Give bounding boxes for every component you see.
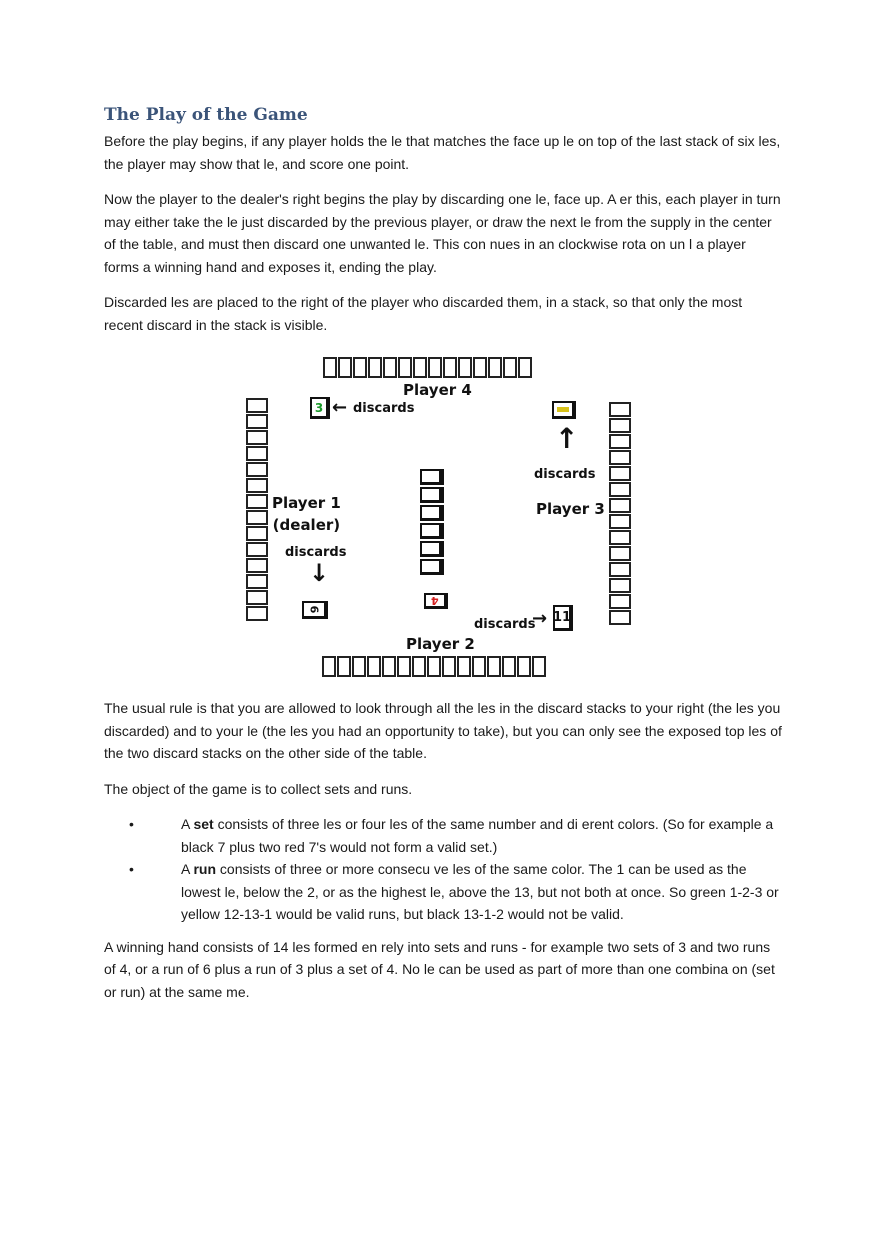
player2-label: Player 2: [406, 635, 475, 653]
table-layout-diagram: [104, 349, 784, 683]
player4-hand: [323, 357, 533, 378]
paragraph-discards: Discarded les are placed to the right of the player who discarded them, in a stack, so that only the most recent discard in the stack is visible.: [104, 294, 743, 333]
player1-hand: [246, 398, 268, 622]
down-arrow-icon: ↓: [309, 559, 330, 587]
player2-discards-label: discards: [474, 617, 536, 632]
list-item-run: • A run consists of three or more consecu ve les of the same color. The 1 can be used as the lowest le, below the 2, or as the highest le, above the 13, but not both at once. So green 1-2-3 or yellow 12-13-1 would be valid runs, but black 13-1-2 would not be valid.: [104, 858, 784, 926]
supply-top-tile: [424, 593, 448, 609]
set-term: set: [193, 816, 214, 832]
section-heading: The Play of the Game: [104, 105, 308, 125]
paragraph-winning-hand: A winning hand consists of 14 les formed en rely into sets and runs - for example two sets of 3 and two runs of 4, or a run of 6 plus a run of 3 plus a set of 4. No le can be used as part of more than one combina on (set or run) at the same me.: [104, 938, 775, 1000]
player1-name: Player 1: [272, 494, 341, 512]
list-item-set: • A set consists of three les or four les of the same number and di erent colors. (So for example a black 7 plus two red 7's would not form a valid set.): [104, 813, 784, 858]
rules-list: [104, 813, 784, 926]
player2-discard-tile: [553, 605, 573, 631]
run-term: run: [193, 861, 217, 877]
document-page: [104, 104, 784, 1016]
paragraph-play-order: Now the player to the dealer's right begins the play by discarding one le, face up. A er this, each player in turn may either take the le just discarded by the previous player, or draw the next le from the supply in the center of the table, and must then discard one unwanted le. This con nues in an clockwise rota on un l a player forms a winning hand and exposes it, ending the play.: [104, 191, 781, 275]
player3-discard-tile: [552, 401, 576, 419]
player1-label: [272, 492, 341, 536]
left-arrow-icon: ←: [332, 397, 348, 418]
player4-label: Player 4: [403, 381, 472, 399]
player2-hand: [322, 656, 547, 677]
paragraph-object: The object of the game is to collect sets and runs.: [104, 780, 413, 797]
player4-discards-label: discards: [353, 401, 415, 416]
player2-discard-value: 11: [552, 610, 572, 625]
player3-discard-mark: [557, 407, 569, 412]
supply-stacks: [420, 469, 444, 577]
paragraph-discard-rule: The usual rule is that you are allowed to look through all the les in the discard stacks to your right (the les you discarded) and to your le (the les you had an opportunity to take), but you can only see the exposed top les of the two discard stacks on the other side of the table.: [104, 700, 782, 761]
player4-discard-tile: [310, 397, 330, 419]
player1-discards-label: discards: [285, 545, 347, 560]
player1-role: (dealer): [272, 516, 341, 534]
paragraph-before-play: Before the play begins, if any player holds the le that matches the face up le on top of the last stack of six les, the player may show that le, and score one point.: [104, 133, 781, 172]
player3-hand: [609, 402, 631, 626]
up-arrow-icon: ↑: [555, 422, 579, 455]
player4-discard-value: 3: [314, 400, 324, 415]
player1-discard-value: 6: [307, 605, 321, 614]
supply-top-value: 4: [431, 594, 439, 607]
player3-label: Player 3: [536, 500, 605, 518]
player1-discard-tile: [302, 601, 328, 619]
right-arrow-icon: →: [532, 608, 548, 629]
player3-discards-label: discards: [534, 467, 596, 482]
